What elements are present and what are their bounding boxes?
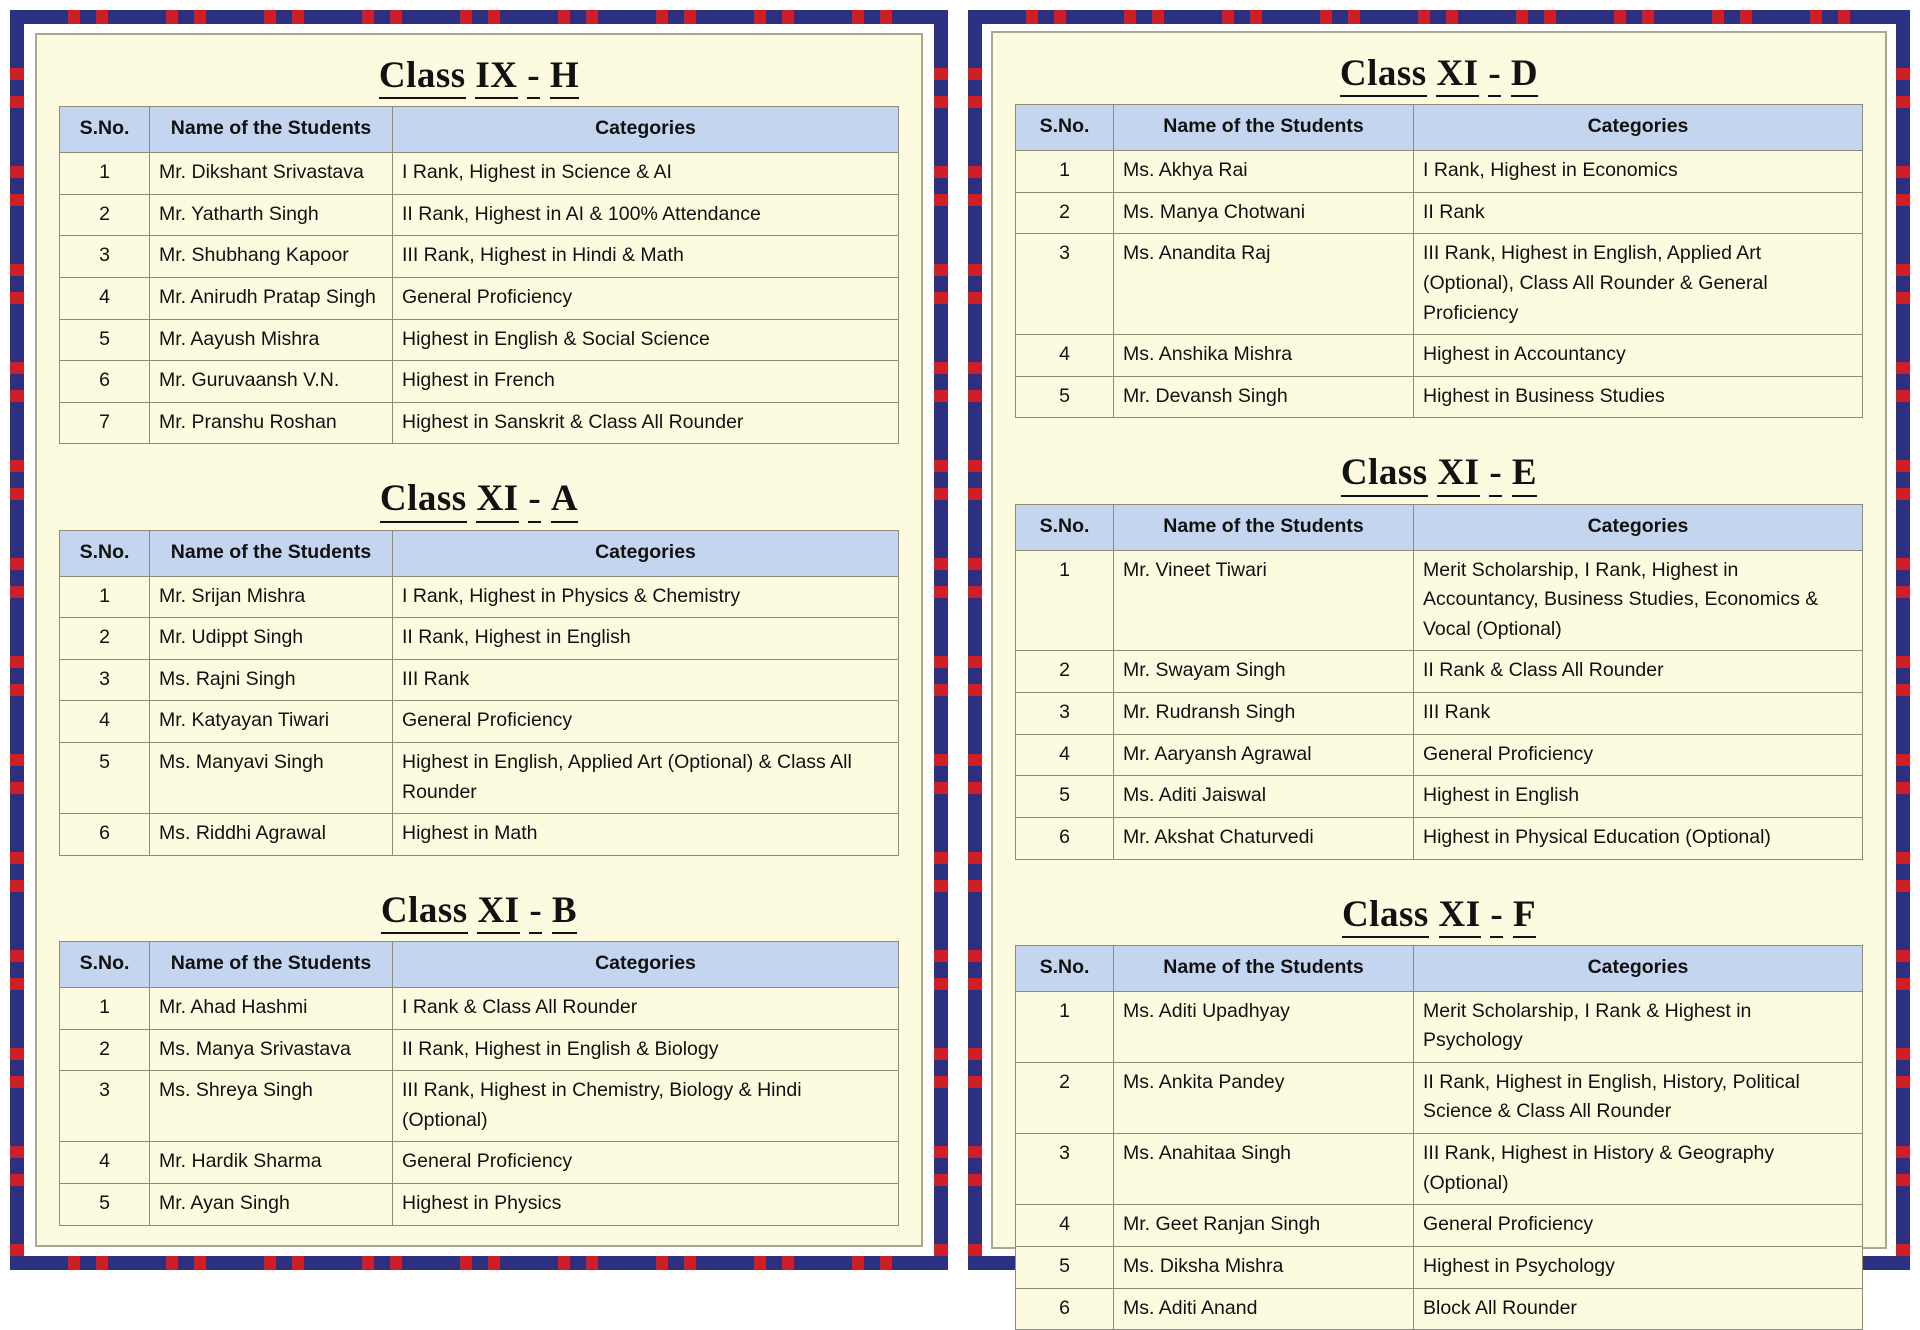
cell-serial-number: 2 — [1016, 1062, 1114, 1133]
cell-category: III Rank — [393, 659, 899, 701]
cell-category: General Proficiency — [1414, 1205, 1863, 1247]
cell-student-name: Mr. Geet Ranjan Singh — [1114, 1205, 1414, 1247]
cell-category: Highest in Math — [393, 814, 899, 856]
table-row — [1016, 335, 1863, 377]
table-row — [60, 319, 899, 361]
cell-category: Highest in Sanskrit & Class All Rounder — [393, 402, 899, 444]
table-row — [60, 814, 899, 856]
cell-student-name: Ms. Shreya Singh — [150, 1071, 393, 1142]
cell-serial-number: 2 — [60, 194, 150, 236]
cell-category: Merit Scholarship, I Rank & Highest in Psychology — [1414, 991, 1863, 1062]
cell-category: Highest in English, Applied Art (Optional) & Class All Rounder — [393, 743, 899, 814]
table-header-row — [1016, 504, 1863, 550]
cell-student-name: Ms. Riddhi Agrawal — [150, 814, 393, 856]
frame-border-right-right-panel — [1896, 10, 1910, 1270]
column-header-categories: Categories — [393, 942, 899, 988]
table-row — [60, 361, 899, 403]
table-row — [60, 236, 899, 278]
cell-category: III Rank, Highest in Hindi & Math — [393, 236, 899, 278]
cell-serial-number: 5 — [60, 1184, 150, 1226]
cell-serial-number: 3 — [60, 236, 150, 278]
class-title-segment: - — [529, 890, 542, 934]
table-header-row — [1016, 105, 1863, 151]
cell-student-name: Mr. Anirudh Pratap Singh — [150, 277, 393, 319]
cell-student-name: Mr. Vineet Tiwari — [1114, 550, 1414, 651]
class-title-segment: D — [1511, 53, 1538, 97]
cell-category: Highest in Accountancy — [1414, 335, 1863, 377]
class-title-segment: Class — [1341, 452, 1428, 496]
cell-serial-number: 5 — [1016, 376, 1114, 418]
class-title-segment: - — [527, 55, 540, 99]
cell-category: II Rank & Class All Rounder — [1414, 651, 1863, 693]
table-header-row — [60, 942, 899, 988]
cell-serial-number: 6 — [60, 814, 150, 856]
cell-category: General Proficiency — [393, 1142, 899, 1184]
cell-student-name: Mr. Aaryansh Agrawal — [1114, 734, 1414, 776]
cell-category: I Rank, Highest in Economics — [1414, 151, 1863, 193]
cell-student-name: Ms. Rajni Singh — [150, 659, 393, 701]
class-title — [59, 55, 899, 99]
cell-student-name: Mr. Srijan Mishra — [150, 576, 393, 618]
cell-serial-number: 6 — [1016, 817, 1114, 859]
cell-student-name: Mr. Devansh Singh — [1114, 376, 1414, 418]
cell-category: Highest in Business Studies — [1414, 376, 1863, 418]
cell-category: II Rank, Highest in AI & 100% Attendance — [393, 194, 899, 236]
student-awards-table — [59, 941, 899, 1225]
table-row — [60, 1142, 899, 1184]
cell-student-name: Ms. Aditi Jaiswal — [1114, 776, 1414, 818]
class-title-segment: XI — [1437, 452, 1479, 496]
cell-student-name: Ms. Anandita Raj — [1114, 234, 1414, 335]
cell-category: General Proficiency — [393, 701, 899, 743]
column-header-sno: S.No. — [1016, 504, 1114, 550]
cell-student-name: Ms. Manyavi Singh — [150, 743, 393, 814]
cell-category: III Rank, Highest in Chemistry, Biology & Hindi (Optional) — [393, 1071, 899, 1142]
class-title — [59, 478, 899, 522]
table-row — [1016, 151, 1863, 193]
class-title-segment: - — [1488, 53, 1501, 97]
cell-category: Merit Scholarship, I Rank, Highest in Accountancy, Business Studies, Economics & Vocal (Optional) — [1414, 550, 1863, 651]
table-spacer — [1015, 864, 1863, 890]
cell-serial-number: 2 — [1016, 651, 1114, 693]
cell-serial-number: 1 — [1016, 991, 1114, 1062]
table-header-row — [60, 107, 899, 153]
cell-serial-number: 1 — [1016, 151, 1114, 193]
cell-student-name: Mr. Hardik Sharma — [150, 1142, 393, 1184]
class-table-block — [1015, 53, 1863, 418]
column-header-sno: S.No. — [1016, 105, 1114, 151]
cell-student-name: Ms. Akhya Rai — [1114, 151, 1414, 193]
cell-serial-number: 1 — [1016, 550, 1114, 651]
column-header-sno: S.No. — [60, 942, 150, 988]
table-row — [60, 987, 899, 1029]
right-decorative-frame — [958, 0, 1920, 1280]
left-tables-container — [59, 55, 899, 1226]
cell-category: III Rank, Highest in History & Geography (Optional) — [1414, 1134, 1863, 1205]
class-title-segment: XI — [476, 478, 518, 522]
cell-serial-number: 4 — [60, 277, 150, 319]
class-title — [1015, 53, 1863, 97]
frame-border-top-left-panel — [10, 10, 948, 24]
class-title-segment: XI — [1436, 53, 1478, 97]
frame-border-top-right-panel — [968, 10, 1910, 24]
cell-student-name: Mr. Pranshu Roshan — [150, 402, 393, 444]
cell-student-name: Mr. Akshat Chaturvedi — [1114, 817, 1414, 859]
cell-student-name: Mr. Rudransh Singh — [1114, 693, 1414, 735]
frame-border-bottom-left-panel — [10, 1256, 948, 1270]
table-row — [60, 576, 899, 618]
class-title-segment: IX — [475, 55, 517, 99]
table-row — [60, 277, 899, 319]
cell-serial-number: 1 — [60, 987, 150, 1029]
cell-student-name: Ms. Diksha Mishra — [1114, 1246, 1414, 1288]
class-title — [1015, 452, 1863, 496]
class-title-segment: Class — [380, 478, 467, 522]
table-row — [1016, 192, 1863, 234]
cell-category: I Rank, Highest in Physics & Chemistry — [393, 576, 899, 618]
table-spacer — [59, 448, 899, 474]
class-title-segment: H — [550, 55, 579, 99]
column-header-name: Name of the Students — [1114, 504, 1414, 550]
cell-student-name: Ms. Manya Srivastava — [150, 1029, 393, 1071]
class-table-block — [59, 55, 899, 444]
class-table-block — [1015, 894, 1863, 1330]
cell-serial-number: 3 — [60, 659, 150, 701]
table-row — [1016, 234, 1863, 335]
table-row — [1016, 693, 1863, 735]
table-row — [60, 153, 899, 195]
cell-serial-number: 5 — [1016, 776, 1114, 818]
table-row — [60, 1071, 899, 1142]
column-header-categories: Categories — [1414, 105, 1863, 151]
table-row — [60, 402, 899, 444]
cell-serial-number: 3 — [60, 1071, 150, 1142]
cell-student-name: Mr. Dikshant Srivastava — [150, 153, 393, 195]
cell-category: I Rank & Class All Rounder — [393, 987, 899, 1029]
table-row — [1016, 376, 1863, 418]
cell-serial-number: 3 — [1016, 693, 1114, 735]
student-awards-table — [59, 530, 899, 856]
cell-serial-number: 1 — [60, 153, 150, 195]
table-row — [60, 618, 899, 660]
cell-category: II Rank, Highest in English, History, Political Science & Class All Rounder — [1414, 1062, 1863, 1133]
cell-category: General Proficiency — [393, 277, 899, 319]
class-title-segment: XI — [1439, 894, 1481, 938]
table-spacer — [59, 860, 899, 886]
cell-serial-number: 4 — [60, 701, 150, 743]
table-row — [60, 1029, 899, 1071]
column-header-categories: Categories — [1414, 945, 1863, 991]
cell-student-name: Mr. Swayam Singh — [1114, 651, 1414, 693]
student-awards-table — [1015, 945, 1863, 1330]
right-tables-container — [1015, 53, 1863, 1330]
cell-student-name: Ms. Anshika Mishra — [1114, 335, 1414, 377]
column-header-name: Name of the Students — [150, 530, 393, 576]
table-row — [60, 701, 899, 743]
class-table-block — [59, 890, 899, 1226]
cell-student-name: Ms. Aditi Anand — [1114, 1288, 1414, 1330]
frame-border-left-left-panel — [10, 10, 24, 1270]
cell-serial-number: 5 — [60, 743, 150, 814]
cell-serial-number: 6 — [60, 361, 150, 403]
cell-serial-number: 1 — [60, 576, 150, 618]
cell-student-name: Ms. Ankita Pandey — [1114, 1062, 1414, 1133]
table-spacer — [1015, 422, 1863, 448]
cell-category: Block All Rounder — [1414, 1288, 1863, 1330]
cell-category: Highest in French — [393, 361, 899, 403]
column-header-categories: Categories — [1414, 504, 1863, 550]
class-title-segment: Class — [1340, 53, 1427, 97]
student-awards-table — [59, 106, 899, 444]
cell-serial-number: 3 — [1016, 1134, 1114, 1205]
table-row — [1016, 1062, 1863, 1133]
cell-serial-number: 4 — [1016, 1205, 1114, 1247]
cell-serial-number: 7 — [60, 402, 150, 444]
right-panel-content — [991, 31, 1887, 1249]
cell-category: III Rank — [1414, 693, 1863, 735]
table-row — [1016, 734, 1863, 776]
frame-border-right-left-panel — [934, 10, 948, 1270]
class-title-segment: A — [551, 478, 578, 522]
student-awards-table — [1015, 504, 1863, 860]
cell-category: II Rank, Highest in English & Biology — [393, 1029, 899, 1071]
table-header-row — [60, 530, 899, 576]
table-row — [60, 659, 899, 701]
cell-serial-number: 6 — [1016, 1288, 1114, 1330]
class-title-segment: Class — [381, 890, 468, 934]
class-title-segment: - — [1490, 894, 1503, 938]
cell-category: II Rank — [1414, 192, 1863, 234]
column-header-sno: S.No. — [60, 530, 150, 576]
cell-serial-number: 2 — [1016, 192, 1114, 234]
cell-serial-number: 4 — [1016, 734, 1114, 776]
cell-serial-number: 5 — [1016, 1246, 1114, 1288]
frame-border-left-right-panel — [968, 10, 982, 1270]
column-header-sno: S.No. — [1016, 945, 1114, 991]
column-header-categories: Categories — [393, 107, 899, 153]
table-row — [60, 743, 899, 814]
cell-serial-number: 5 — [60, 319, 150, 361]
class-table-block — [59, 478, 899, 855]
class-title — [1015, 894, 1863, 938]
cell-category: II Rank, Highest in English — [393, 618, 899, 660]
table-row — [1016, 991, 1863, 1062]
table-row — [1016, 651, 1863, 693]
column-header-sno: S.No. — [60, 107, 150, 153]
class-title-segment: Class — [379, 55, 466, 99]
column-header-name: Name of the Students — [1114, 105, 1414, 151]
table-row — [60, 1184, 899, 1226]
cell-category: Highest in English & Social Science — [393, 319, 899, 361]
cell-student-name: Mr. Guruvaansh V.N. — [150, 361, 393, 403]
cell-student-name: Mr. Yatharth Singh — [150, 194, 393, 236]
left-decorative-frame — [0, 0, 958, 1280]
table-row — [60, 194, 899, 236]
cell-category: General Proficiency — [1414, 734, 1863, 776]
class-title-segment: - — [528, 478, 541, 522]
cell-serial-number: 4 — [1016, 335, 1114, 377]
column-header-name: Name of the Students — [150, 107, 393, 153]
cell-serial-number: 3 — [1016, 234, 1114, 335]
cell-student-name: Mr. Aayush Mishra — [150, 319, 393, 361]
cell-serial-number: 4 — [60, 1142, 150, 1184]
column-header-name: Name of the Students — [150, 942, 393, 988]
cell-serial-number: 2 — [60, 1029, 150, 1071]
class-table-block — [1015, 452, 1863, 859]
column-header-categories: Categories — [393, 530, 899, 576]
cell-student-name: Ms. Anahitaa Singh — [1114, 1134, 1414, 1205]
column-header-name: Name of the Students — [1114, 945, 1414, 991]
cell-student-name: Ms. Manya Chotwani — [1114, 192, 1414, 234]
table-header-row — [1016, 945, 1863, 991]
table-row — [1016, 1205, 1863, 1247]
table-row — [1016, 1134, 1863, 1205]
cell-category: I Rank, Highest in Science & AI — [393, 153, 899, 195]
cell-student-name: Mr. Shubhang Kapoor — [150, 236, 393, 278]
class-title-segment: XI — [477, 890, 519, 934]
cell-student-name: Mr. Katyayan Tiwari — [150, 701, 393, 743]
cell-category: Highest in Physical Education (Optional) — [1414, 817, 1863, 859]
cell-student-name: Mr. Ahad Hashmi — [150, 987, 393, 1029]
class-title — [59, 890, 899, 934]
table-row — [1016, 550, 1863, 651]
student-awards-table — [1015, 104, 1863, 418]
table-row — [1016, 1246, 1863, 1288]
cell-student-name: Mr. Ayan Singh — [150, 1184, 393, 1226]
class-title-segment: E — [1512, 452, 1537, 496]
class-title-segment: Class — [1342, 894, 1429, 938]
cell-serial-number: 2 — [60, 618, 150, 660]
cell-category: Highest in English — [1414, 776, 1863, 818]
cell-category: Highest in Psychology — [1414, 1246, 1863, 1288]
left-panel-content — [35, 33, 923, 1247]
class-title-segment: B — [552, 890, 577, 934]
table-row — [1016, 817, 1863, 859]
cell-student-name: Mr. Udippt Singh — [150, 618, 393, 660]
table-row — [1016, 776, 1863, 818]
class-title-segment: - — [1489, 452, 1502, 496]
cell-category: III Rank, Highest in English, Applied Art (Optional), Class All Rounder & General Proficiency — [1414, 234, 1863, 335]
cell-student-name: Ms. Aditi Upadhyay — [1114, 991, 1414, 1062]
table-row — [1016, 1288, 1863, 1330]
cell-category: Highest in Physics — [393, 1184, 899, 1226]
class-title-segment: F — [1513, 894, 1536, 938]
